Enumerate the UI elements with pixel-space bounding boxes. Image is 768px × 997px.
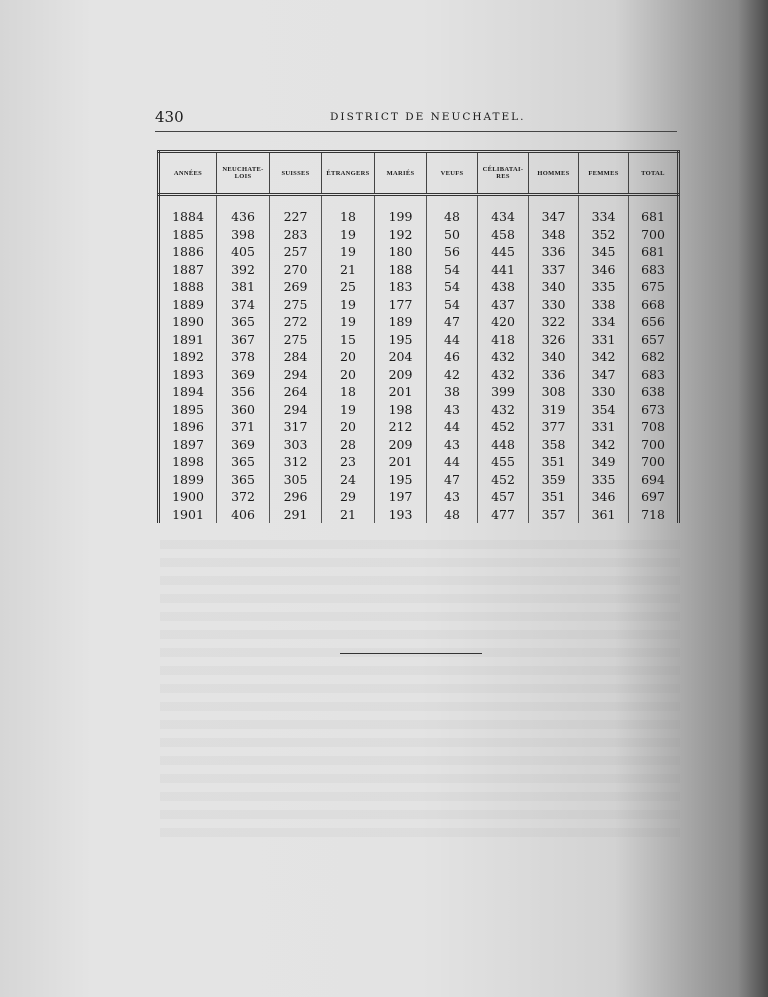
- table-cell: 337: [529, 261, 579, 279]
- table-row: [159, 313, 679, 331]
- table-cell: 188: [375, 261, 427, 279]
- table-cell: 452: [478, 471, 529, 489]
- table-cell: 354: [579, 401, 629, 419]
- table-cell: 392: [217, 261, 270, 279]
- table-cell: 20: [322, 348, 375, 366]
- column-header: ÉTRANGERS: [322, 152, 375, 195]
- table-cell: 335: [579, 278, 629, 296]
- table-cell: 319: [529, 401, 579, 419]
- table-cell: 1891: [159, 331, 217, 349]
- table-cell: 1896: [159, 418, 217, 436]
- table-cell: 708: [629, 418, 679, 436]
- column-header: MARIÉS: [375, 152, 427, 195]
- table-cell: 195: [375, 471, 427, 489]
- table-cell: 19: [322, 226, 375, 244]
- table-cell: 1884: [159, 208, 217, 226]
- table-cell: 1894: [159, 383, 217, 401]
- table-cell: 345: [579, 243, 629, 261]
- table-cell: 681: [629, 208, 679, 226]
- table-cell: 448: [478, 436, 529, 454]
- table-cell: 360: [217, 401, 270, 419]
- table-cell: 346: [579, 261, 629, 279]
- table-row: [159, 366, 679, 384]
- table-cell: 357: [529, 506, 579, 524]
- table-cell: 365: [217, 471, 270, 489]
- table-row: [159, 488, 679, 506]
- table-cell: 359: [529, 471, 579, 489]
- table-cell: 48: [427, 506, 478, 524]
- table-cell: 197: [375, 488, 427, 506]
- table-row: [159, 208, 679, 226]
- table-cell: 458: [478, 226, 529, 244]
- table-cell: 349: [579, 453, 629, 471]
- table-cell: 398: [217, 226, 270, 244]
- table-row: [159, 261, 679, 279]
- table-cell: 405: [217, 243, 270, 261]
- table-cell: 697: [629, 488, 679, 506]
- table-cell: 28: [322, 436, 375, 454]
- table-cell: 441: [478, 261, 529, 279]
- table-cell: 336: [529, 366, 579, 384]
- table-cell: 43: [427, 436, 478, 454]
- table-cell: 192: [375, 226, 427, 244]
- table-cell: 369: [217, 366, 270, 384]
- table-cell: 283: [270, 226, 322, 244]
- table-cell: 15: [322, 331, 375, 349]
- population-table: [157, 150, 677, 523]
- table-cell: 340: [529, 348, 579, 366]
- table-cell: 54: [427, 296, 478, 314]
- table-cell: 369: [217, 436, 270, 454]
- table-cell: 270: [270, 261, 322, 279]
- table-cell: 43: [427, 401, 478, 419]
- table-cell: 305: [270, 471, 322, 489]
- table-cell: 657: [629, 331, 679, 349]
- table-cell: 335: [579, 471, 629, 489]
- table-cell: 718: [629, 506, 679, 524]
- table-cell: 351: [529, 488, 579, 506]
- table-cell: 201: [375, 453, 427, 471]
- table-cell: 457: [478, 488, 529, 506]
- bleed-through-texture: [160, 540, 680, 840]
- table-cell: 1895: [159, 401, 217, 419]
- table-cell: 372: [217, 488, 270, 506]
- table-cell: 406: [217, 506, 270, 524]
- table-row: [159, 418, 679, 436]
- table-cell: 334: [579, 313, 629, 331]
- column-header: CÉLIBATAI-RES: [478, 152, 529, 195]
- table-cell: 20: [322, 366, 375, 384]
- table-cell: 452: [478, 418, 529, 436]
- table-cell: 418: [478, 331, 529, 349]
- column-header: FEMMES: [579, 152, 629, 195]
- table-cell: 347: [529, 208, 579, 226]
- table-cell: 322: [529, 313, 579, 331]
- table-cell: 29: [322, 488, 375, 506]
- table-cell: 212: [375, 418, 427, 436]
- running-title: DISTRICT DE NEUCHATEL.: [330, 111, 526, 123]
- table-cell: 275: [270, 296, 322, 314]
- table-cell: 1888: [159, 278, 217, 296]
- table-cell: 330: [529, 296, 579, 314]
- table-cell: 21: [322, 261, 375, 279]
- table-cell: 291: [270, 506, 322, 524]
- table-cell: 342: [579, 436, 629, 454]
- table-cell: 296: [270, 488, 322, 506]
- table-row: [159, 296, 679, 314]
- table-cell: 50: [427, 226, 478, 244]
- table-row: [159, 506, 679, 524]
- table-cell: 308: [529, 383, 579, 401]
- table-cell: 44: [427, 418, 478, 436]
- table-cell: 48: [427, 208, 478, 226]
- table-cell: 683: [629, 261, 679, 279]
- table-cell: 1885: [159, 226, 217, 244]
- table-cell: 338: [579, 296, 629, 314]
- table-cell: 656: [629, 313, 679, 331]
- table-cell: 675: [629, 278, 679, 296]
- table-cell: 638: [629, 383, 679, 401]
- table-cell: 43: [427, 488, 478, 506]
- table-cell: 326: [529, 331, 579, 349]
- table-cell: 264: [270, 383, 322, 401]
- table-cell: 340: [529, 278, 579, 296]
- column-header: NEUCHATE-LOIS: [217, 152, 270, 195]
- table-row: [159, 226, 679, 244]
- table-cell: 668: [629, 296, 679, 314]
- table-cell: 227: [270, 208, 322, 226]
- table-cell: 18: [322, 383, 375, 401]
- table-cell: 346: [579, 488, 629, 506]
- table-cell: 18: [322, 208, 375, 226]
- table-cell: 183: [375, 278, 427, 296]
- table-cell: 204: [375, 348, 427, 366]
- table-cell: 1890: [159, 313, 217, 331]
- table-cell: 1887: [159, 261, 217, 279]
- table-cell: 694: [629, 471, 679, 489]
- table-cell: 180: [375, 243, 427, 261]
- table-cell: 198: [375, 401, 427, 419]
- table-cell: 477: [478, 506, 529, 524]
- table-cell: 445: [478, 243, 529, 261]
- table-cell: 54: [427, 278, 478, 296]
- table-cell: 356: [217, 383, 270, 401]
- table-cell: 44: [427, 331, 478, 349]
- table-cell: 399: [478, 383, 529, 401]
- table-cell: 20: [322, 418, 375, 436]
- table-cell: 374: [217, 296, 270, 314]
- table-cell: 381: [217, 278, 270, 296]
- table-cell: 700: [629, 436, 679, 454]
- table-row: [159, 471, 679, 489]
- column-header: VEUFS: [427, 152, 478, 195]
- table-cell: 367: [217, 331, 270, 349]
- table-cell: 19: [322, 401, 375, 419]
- table-cell: 24: [322, 471, 375, 489]
- table-cell: 432: [478, 348, 529, 366]
- table-cell: 38: [427, 383, 478, 401]
- table-cell: 420: [478, 313, 529, 331]
- table-cell: 351: [529, 453, 579, 471]
- table-cell: 257: [270, 243, 322, 261]
- table-cell: 209: [375, 436, 427, 454]
- table-row: [159, 243, 679, 261]
- table-cell: 358: [529, 436, 579, 454]
- table-cell: 1897: [159, 436, 217, 454]
- table-cell: 342: [579, 348, 629, 366]
- closing-rule: [340, 653, 482, 654]
- table-cell: 54: [427, 261, 478, 279]
- table-cell: 683: [629, 366, 679, 384]
- table-cell: 331: [579, 331, 629, 349]
- spacer-row: [159, 195, 679, 209]
- table-cell: 46: [427, 348, 478, 366]
- table-cell: 365: [217, 453, 270, 471]
- table-cell: 303: [270, 436, 322, 454]
- table-row: [159, 331, 679, 349]
- table-cell: 438: [478, 278, 529, 296]
- table-cell: 681: [629, 243, 679, 261]
- column-header: HOMMES: [529, 152, 579, 195]
- table-cell: 56: [427, 243, 478, 261]
- table-cell: 294: [270, 401, 322, 419]
- table-cell: 378: [217, 348, 270, 366]
- table-cell: 1889: [159, 296, 217, 314]
- table-cell: 177: [375, 296, 427, 314]
- table-cell: 193: [375, 506, 427, 524]
- table-cell: 673: [629, 401, 679, 419]
- table-cell: 1899: [159, 471, 217, 489]
- table-cell: 336: [529, 243, 579, 261]
- table-cell: 334: [579, 208, 629, 226]
- table-cell: 317: [270, 418, 322, 436]
- table-cell: 195: [375, 331, 427, 349]
- column-header: ANNÉES: [159, 152, 217, 195]
- table-cell: 284: [270, 348, 322, 366]
- table-cell: 1893: [159, 366, 217, 384]
- table-cell: 361: [579, 506, 629, 524]
- table-cell: 347: [579, 366, 629, 384]
- table-cell: 199: [375, 208, 427, 226]
- table-cell: 1901: [159, 506, 217, 524]
- table-cell: 455: [478, 453, 529, 471]
- table-cell: 330: [579, 383, 629, 401]
- table-cell: 23: [322, 453, 375, 471]
- table-cell: 25: [322, 278, 375, 296]
- table-cell: 312: [270, 453, 322, 471]
- table-cell: 294: [270, 366, 322, 384]
- table-cell: 348: [529, 226, 579, 244]
- table-cell: 432: [478, 366, 529, 384]
- table-row: [159, 348, 679, 366]
- page-number: 430: [155, 108, 184, 126]
- table-cell: 1886: [159, 243, 217, 261]
- table-cell: 434: [478, 208, 529, 226]
- table-cell: 1900: [159, 488, 217, 506]
- table-cell: 700: [629, 226, 679, 244]
- table-cell: 700: [629, 453, 679, 471]
- table-cell: 436: [217, 208, 270, 226]
- table-cell: 42: [427, 366, 478, 384]
- table-cell: 331: [579, 418, 629, 436]
- table-cell: 201: [375, 383, 427, 401]
- table-cell: 21: [322, 506, 375, 524]
- table-body: [159, 195, 679, 524]
- table-header-row: [159, 152, 679, 195]
- table-cell: 1898: [159, 453, 217, 471]
- table-cell: 19: [322, 243, 375, 261]
- table-row: [159, 383, 679, 401]
- table-row: [159, 278, 679, 296]
- table-cell: 19: [322, 313, 375, 331]
- header-rule: [155, 131, 677, 132]
- table-cell: 47: [427, 313, 478, 331]
- table-cell: 272: [270, 313, 322, 331]
- table-cell: 269: [270, 278, 322, 296]
- table-row: [159, 436, 679, 454]
- table-row: [159, 453, 679, 471]
- table-row: [159, 401, 679, 419]
- table-cell: 437: [478, 296, 529, 314]
- table-cell: 189: [375, 313, 427, 331]
- table-cell: 275: [270, 331, 322, 349]
- table-cell: 47: [427, 471, 478, 489]
- table-cell: 44: [427, 453, 478, 471]
- table-cell: 352: [579, 226, 629, 244]
- table-cell: 1892: [159, 348, 217, 366]
- column-header: TOTAL: [629, 152, 679, 195]
- table-cell: 209: [375, 366, 427, 384]
- table-cell: 19: [322, 296, 375, 314]
- table-cell: 365: [217, 313, 270, 331]
- table-cell: 377: [529, 418, 579, 436]
- table-cell: 371: [217, 418, 270, 436]
- column-header: SUISSES: [270, 152, 322, 195]
- table-cell: 682: [629, 348, 679, 366]
- table-cell: 432: [478, 401, 529, 419]
